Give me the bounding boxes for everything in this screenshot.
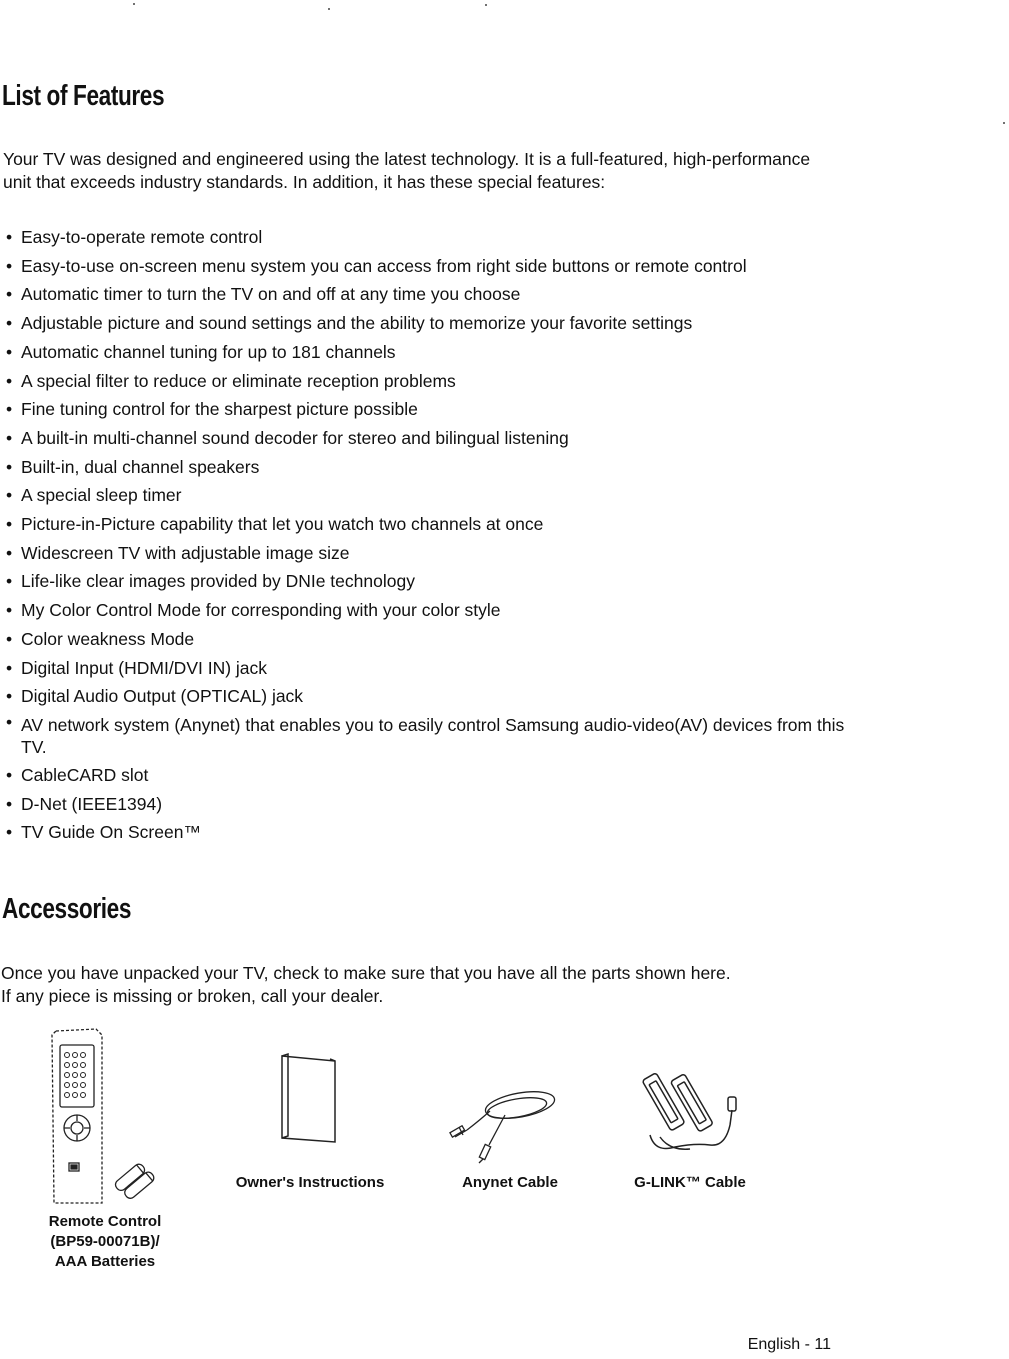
- feature-item: • Digital Audio Output (OPTICAL) jack: [6, 682, 886, 711]
- scan-speck: [133, 3, 135, 5]
- accessories-intro: [1, 962, 881, 1008]
- feature-item: • CableCARD slot: [6, 761, 886, 790]
- feature-item: • Digital Input (HDMI/DVI IN) jack: [6, 654, 886, 683]
- feature-item: • D-Net (IEEE1394): [6, 790, 886, 819]
- feature-item: • Color weakness Mode: [6, 625, 886, 654]
- remote-control-label: [20, 1212, 190, 1272]
- scan-speck: [485, 4, 487, 6]
- feature-item: • A built-in multi-channel sound decoder for stereo and bilingual listening: [6, 424, 886, 453]
- feature-item: • Picture-in-Picture capability that let you watch two channels at once: [6, 510, 886, 539]
- owners-instructions-label: Owner's Instructions: [235, 1174, 385, 1191]
- page-number: English - 11: [747, 1336, 831, 1353]
- feature-item: • Automatic timer to turn the TV on and off at any time you choose: [6, 280, 886, 309]
- feature-list: [6, 223, 886, 847]
- manual-booklet-icon: [275, 1052, 345, 1147]
- remote-control-label-line2: (BP59-00071B)/: [50, 1233, 160, 1250]
- remote-control-label-line3: AAA Batteries: [54, 1253, 156, 1270]
- feature-item: • My Color Control Mode for corresponding with your color style: [6, 596, 886, 625]
- g-link-cable-label: G-LINK™ Cable: [634, 1174, 746, 1191]
- feature-item: • Automatic channel tuning for up to 181 channels: [6, 338, 886, 367]
- feature-item: • A special filter to reduce or eliminate reception problems: [6, 367, 886, 396]
- scan-speck: [1003, 122, 1005, 124]
- feature-item: • Easy-to-operate remote control: [6, 223, 886, 252]
- features-heading: List of Features: [2, 80, 165, 112]
- features-intro: [3, 148, 883, 194]
- feature-item: • Life-like clear images provided by DNIe technology: [6, 567, 886, 596]
- feature-item: • A special sleep timer: [6, 481, 886, 510]
- accessories-intro-line2: If any piece is missing or broken, call your dealer.: [1, 986, 384, 1006]
- feature-item: • AV network system (Anynet) that enables you to easily control Samsung audio-video(AV) devices from this TV.: [6, 711, 861, 761]
- features-intro-line1: Your TV was designed and engineered using the latest technology. It is a full-featured, high-performance: [3, 149, 811, 169]
- feature-item: • Easy-to-use on-screen menu system you can access from right side buttons or remote control: [6, 252, 886, 281]
- accessories-heading: Accessories: [2, 893, 132, 925]
- feature-item: • Fine tuning control for the sharpest picture possible: [6, 395, 886, 424]
- remote-control-label-line1: Remote Control: [48, 1213, 162, 1230]
- g-link-cable-icon: [630, 1065, 740, 1160]
- features-intro-line2: unit that exceeds industry standards. In addition, it has these special features:: [3, 172, 606, 192]
- feature-item: • TV Guide On Screen™: [6, 818, 886, 847]
- accessories-intro-line1: Once you have unpacked your TV, check to make sure that you have all the parts shown here.: [1, 963, 731, 983]
- feature-item: • Widescreen TV with adjustable image size: [6, 539, 886, 568]
- anynet-cable-icon: [445, 1075, 565, 1165]
- scan-speck: [328, 8, 330, 10]
- remote-control-icon: [40, 1025, 170, 1210]
- anynet-cable-label: Anynet Cable: [462, 1174, 558, 1191]
- feature-item: • Built-in, dual channel speakers: [6, 453, 886, 482]
- feature-item: • Adjustable picture and sound settings and the ability to memorize your favorite settings: [6, 309, 886, 338]
